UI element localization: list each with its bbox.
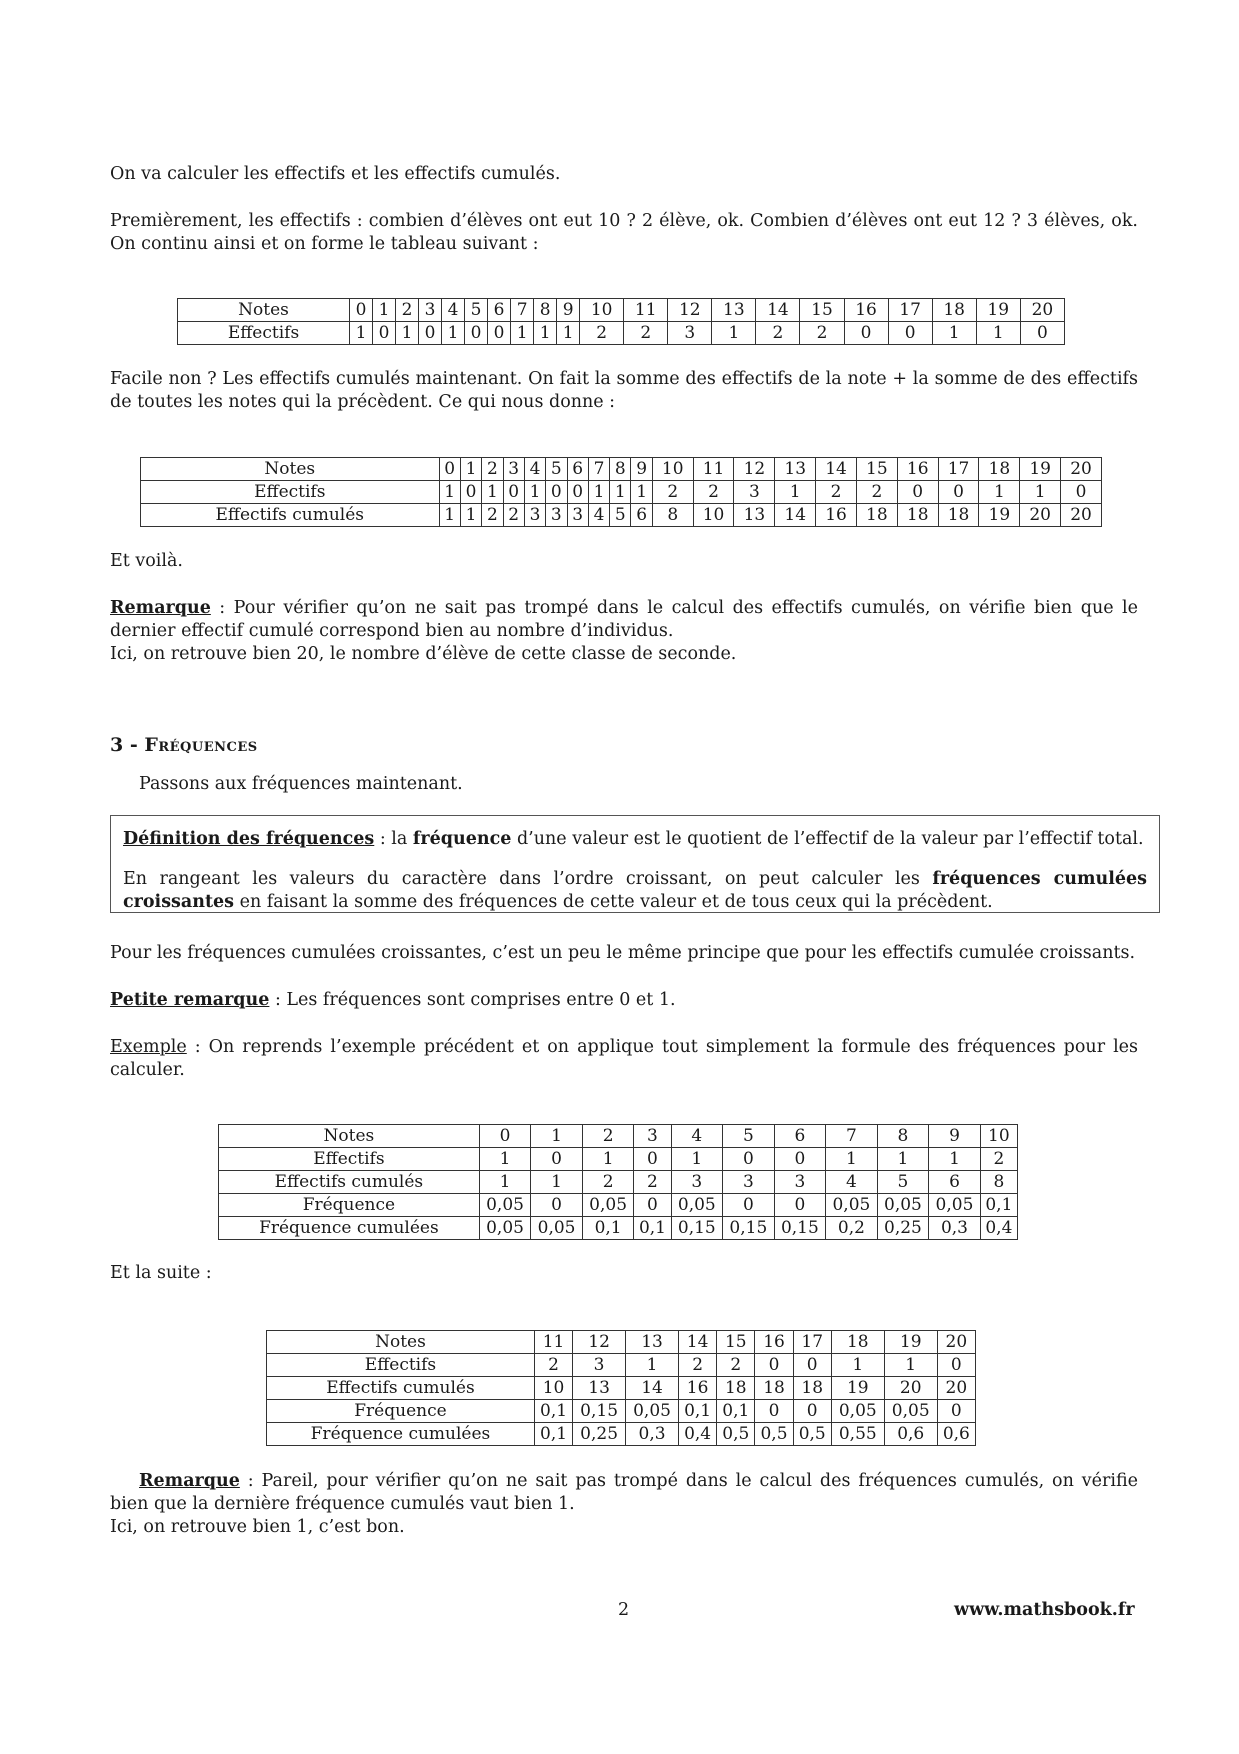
table-cell: 15	[800, 299, 844, 322]
table-cell: 3	[723, 1171, 775, 1194]
table-cell: 0,25	[877, 1217, 929, 1240]
table-cell: 0	[531, 1148, 583, 1171]
row-header-cell: Notes	[219, 1125, 480, 1148]
table-cell: 1	[349, 322, 372, 345]
table-cell: 0,4	[980, 1217, 1017, 1240]
table-cell: 4	[588, 504, 609, 527]
row-header-cell: Fréquence cumulées	[267, 1423, 535, 1446]
table-cell: 10	[652, 458, 693, 481]
table-cell: 6	[774, 1125, 826, 1148]
table-cell: 0	[349, 299, 372, 322]
table-cell: 0	[793, 1354, 831, 1377]
table-cell: 5	[610, 504, 631, 527]
table-cell: 0	[723, 1148, 775, 1171]
table-cell: 4	[524, 458, 545, 481]
table-cell: 19	[1020, 458, 1061, 481]
table-cell: 0	[937, 1354, 975, 1377]
definition-box	[110, 815, 1160, 913]
table-cell: 0,5	[717, 1423, 755, 1446]
table-cell: 13	[626, 1331, 679, 1354]
table-row	[141, 481, 1102, 504]
table-cell: 1	[582, 1148, 634, 1171]
table-row	[219, 1217, 1018, 1240]
table-cell: 1	[557, 322, 580, 345]
table-cell: 1	[826, 1148, 878, 1171]
table-cell: 1	[775, 481, 816, 504]
table-cell: 3	[671, 1171, 723, 1194]
table-cell: 0,25	[573, 1423, 626, 1446]
table-cell: 5	[465, 299, 488, 322]
table-row	[141, 504, 1102, 527]
table-cell: 3	[573, 1354, 626, 1377]
table-cell: 0,05	[479, 1217, 531, 1240]
table-frequences-part2	[266, 1330, 976, 1446]
table-cell: 1	[460, 458, 481, 481]
footer-website[interactable]: www.mathsbook.fr	[954, 1600, 1135, 1620]
table-cell: 18	[717, 1377, 755, 1400]
table-cell: 20	[1020, 299, 1064, 322]
exemple-text: : On reprends l’exemple précédent et on applique tout simplement la formule des fréquences pour les calculer.	[110, 1037, 1138, 1080]
row-header-cell: Effectifs cumulés	[267, 1377, 535, 1400]
table-cell: 1	[479, 1171, 531, 1194]
table-cell: 11	[624, 299, 668, 322]
table-row	[267, 1377, 976, 1400]
table-cell: 19	[976, 299, 1020, 322]
table-row	[219, 1194, 1018, 1217]
table-cell: 0	[937, 1400, 975, 1423]
table-cell: 14	[775, 504, 816, 527]
table-row	[267, 1331, 976, 1354]
table-cell: 18	[932, 299, 976, 322]
table-cell: 0,05	[479, 1194, 531, 1217]
table-cell: 1	[932, 322, 976, 345]
table-row	[178, 322, 1065, 345]
table-cell: 0,2	[826, 1217, 878, 1240]
remarque-1-label: Remarque	[110, 598, 211, 618]
row-header-cell: Fréquence cumulées	[219, 1217, 480, 1240]
row-header-cell: Notes	[267, 1331, 535, 1354]
table-cell: 6	[929, 1171, 981, 1194]
cumulees-croissantes-paragraph: Pour les fréquences cumulées croissantes, c’est un peu le même principe que pour les effectifs cumulée croissants.	[110, 943, 1136, 963]
section-title: Fréquences	[144, 734, 258, 756]
table-cell: 0,1	[980, 1194, 1017, 1217]
table-cell: 0,05	[826, 1194, 878, 1217]
table-cell: 1	[1020, 481, 1061, 504]
exemple-paragraph	[110, 1036, 1138, 1082]
passons-paragraph: Passons aux fréquences maintenant.	[139, 774, 463, 794]
table-cell: 14	[816, 458, 857, 481]
section-number: 3 -	[110, 734, 145, 756]
table-cell: 2	[717, 1354, 755, 1377]
table-cell: 2	[856, 481, 897, 504]
table-cell: 2	[800, 322, 844, 345]
table-cell: 0	[774, 1148, 826, 1171]
table-cell: 1	[712, 322, 756, 345]
table-cell: 11	[693, 458, 734, 481]
table-cell: 18	[793, 1377, 831, 1400]
effectifs-paragraph: Premièrement, les effectifs : combien d’élèves ont eut 10 ? 2 élève, ok. Combien d’élèves ont eut 12 ? 3 élèves, ok. On continu ainsi et on forme le tableau suivant :	[110, 211, 1138, 254]
table-cell: 12	[573, 1331, 626, 1354]
row-header-cell: Effectifs	[267, 1354, 535, 1377]
table-cell: 10	[980, 1125, 1017, 1148]
row-header-cell: Effectifs	[178, 322, 350, 345]
table-cell: 16	[844, 299, 888, 322]
table-cell: 2	[652, 481, 693, 504]
table-cell: 2	[582, 1125, 634, 1148]
table-cell: 0	[488, 322, 511, 345]
table-cell: 5	[877, 1171, 929, 1194]
table-cell: 0	[439, 458, 460, 481]
table-cell: 0,1	[634, 1217, 671, 1240]
table-cell: 0,05	[831, 1400, 884, 1423]
table-cell: 0	[723, 1194, 775, 1217]
row-header-cell: Effectifs cumulés	[219, 1171, 480, 1194]
table-cell: 0	[1061, 481, 1102, 504]
table-cell: 0,05	[582, 1194, 634, 1217]
table-cell: 16	[679, 1377, 717, 1400]
table-cell: 2	[980, 1148, 1017, 1171]
table-cell: 0,5	[793, 1423, 831, 1446]
row-header-cell: Fréquence	[267, 1400, 535, 1423]
table-cell: 15	[717, 1331, 755, 1354]
exemple-label: Exemple	[110, 1037, 187, 1057]
table-cell: 1	[631, 481, 652, 504]
table-cell: 11	[534, 1331, 572, 1354]
table-cell: 1	[979, 481, 1020, 504]
table-cell: 1	[877, 1148, 929, 1171]
et-la-suite-paragraph: Et la suite :	[110, 1263, 212, 1283]
table-cell: 3	[546, 504, 567, 527]
table-cell: 0	[373, 322, 396, 345]
table-cell: 0,05	[877, 1194, 929, 1217]
definition-line-1	[123, 828, 1147, 851]
table-cell: 3	[524, 504, 545, 527]
table-row	[178, 299, 1065, 322]
table-cell: 1	[373, 299, 396, 322]
table-cell: 0	[755, 1354, 793, 1377]
table-cell: 0,1	[534, 1423, 572, 1446]
table-cell: 0	[888, 322, 932, 345]
row-header-cell: Notes	[178, 299, 350, 322]
table-cell: 2	[534, 1354, 572, 1377]
table-cell: 1	[588, 481, 609, 504]
table-cell: 15	[856, 458, 897, 481]
petite-remarque-text: : Les fréquences sont comprises entre 0 et 1.	[269, 990, 676, 1010]
petite-remarque-label: Petite remarque	[110, 990, 270, 1010]
petite-remarque-paragraph	[110, 989, 1138, 1012]
table-cell: 13	[775, 458, 816, 481]
table-cell: 2	[816, 481, 857, 504]
definition-text-a: : la	[374, 829, 413, 849]
remarque-2-paragraph	[110, 1470, 1138, 1539]
table-cell: 0,05	[531, 1217, 583, 1240]
table-cell: 20	[937, 1377, 975, 1400]
table-cell: 10	[580, 299, 624, 322]
page-number: 2	[618, 1600, 630, 1620]
table-row	[219, 1125, 1018, 1148]
table-cell: 3	[634, 1125, 671, 1148]
table-cell: 2	[482, 504, 503, 527]
table-cell: 1	[524, 481, 545, 504]
table-cell: 2	[396, 299, 419, 322]
definition-label: Définition des fréquences	[123, 829, 375, 849]
table-cell: 1	[460, 504, 481, 527]
table-cell: 10	[534, 1377, 572, 1400]
table-cell: 2	[756, 322, 800, 345]
intro-paragraph: On va calculer les effectifs et les effectifs cumulés.	[110, 164, 561, 184]
row-header-cell: Effectifs	[141, 481, 440, 504]
table-cell: 17	[793, 1331, 831, 1354]
table-cell: 0	[1020, 322, 1064, 345]
table-cell: 0,15	[723, 1217, 775, 1240]
table-cell: 6	[567, 458, 588, 481]
table-cell: 2	[634, 1171, 671, 1194]
et-voila-paragraph: Et voilà.	[110, 551, 183, 571]
remarque-1-paragraph	[110, 597, 1138, 666]
table-cell: 1	[482, 481, 503, 504]
table-cell: 13	[734, 504, 775, 527]
table-cell: 0,1	[582, 1217, 634, 1240]
table-cell: 1	[531, 1171, 583, 1194]
table-cell: 7	[511, 299, 534, 322]
table-cell: 8	[652, 504, 693, 527]
table-cell: 1	[511, 322, 534, 345]
table-cell: 6	[488, 299, 511, 322]
table-cell: 8	[877, 1125, 929, 1148]
table-cell: 10	[693, 504, 734, 527]
table-cell: 2	[679, 1354, 717, 1377]
table-cell: 0,05	[884, 1400, 937, 1423]
definition-line-2	[123, 868, 1147, 914]
remarque-2-label: Remarque	[139, 1471, 240, 1491]
table-cell: 0	[567, 481, 588, 504]
table-cell: 20	[937, 1331, 975, 1354]
table-cell: 0,6	[937, 1423, 975, 1446]
table-cell: 0	[503, 481, 524, 504]
table-cell: 0,15	[774, 1217, 826, 1240]
table-effectifs-cumules	[140, 457, 1102, 527]
table-cell: 1	[439, 504, 460, 527]
table-cell: 0	[755, 1400, 793, 1423]
table-cell: 16	[897, 458, 938, 481]
table-cell: 0	[460, 481, 481, 504]
table-cell: 1	[831, 1354, 884, 1377]
table-row	[267, 1354, 976, 1377]
row-header-cell: Effectifs cumulés	[141, 504, 440, 527]
table-cell: 7	[826, 1125, 878, 1148]
table-cell: 0	[546, 481, 567, 504]
table-cell: 19	[831, 1377, 884, 1400]
table-cell: 18	[755, 1377, 793, 1400]
table-cell: 3	[774, 1171, 826, 1194]
table-cell: 0	[634, 1194, 671, 1217]
table-cell: 1	[610, 481, 631, 504]
table-cell: 0,15	[573, 1400, 626, 1423]
table-cell: 2	[482, 458, 503, 481]
table-cell: 1	[396, 322, 419, 345]
table-cell: 0,15	[671, 1217, 723, 1240]
table-cell: 3	[567, 504, 588, 527]
table-cell: 0,5	[755, 1423, 793, 1446]
table-cell: 0,4	[679, 1423, 717, 1446]
table-cell: 0,3	[929, 1217, 981, 1240]
table-cell: 4	[671, 1125, 723, 1148]
table-cell: 1	[531, 1125, 583, 1148]
table-cell: 9	[557, 299, 580, 322]
table-cell: 19	[979, 504, 1020, 527]
row-header-cell: Fréquence	[219, 1194, 480, 1217]
table-row	[267, 1400, 976, 1423]
table-cell: 14	[679, 1331, 717, 1354]
table-cell: 1	[442, 322, 465, 345]
table-cell: 0	[793, 1400, 831, 1423]
table-cell: 16	[816, 504, 857, 527]
table-cell: 2	[503, 504, 524, 527]
table-cell: 19	[884, 1331, 937, 1354]
table-cell: 3	[668, 322, 712, 345]
table-row	[141, 458, 1102, 481]
table-cell: 2	[624, 322, 668, 345]
table-cell: 18	[897, 504, 938, 527]
table-cell: 12	[668, 299, 712, 322]
table-cell: 0	[897, 481, 938, 504]
table-cell: 0	[465, 322, 488, 345]
table-cell: 2	[580, 322, 624, 345]
table-cell: 0,05	[671, 1194, 723, 1217]
table-cell: 0	[844, 322, 888, 345]
table-cell: 18	[856, 504, 897, 527]
cumules-paragraph: Facile non ? Les effectifs cumulés maintenant. On fait la somme des effectifs de la note + la somme de des effectifs de toutes les notes qui la précèdent. Ce qui nous donne :	[110, 369, 1138, 412]
table-cell: 4	[826, 1171, 878, 1194]
remarque-2-line2: Ici, on retrouve bien 1, c’est bon.	[110, 1517, 405, 1537]
table-row	[219, 1171, 1018, 1194]
table-cell: 18	[938, 504, 979, 527]
table-cell: 0	[419, 322, 442, 345]
table-cell: 1	[976, 322, 1020, 345]
table-cell: 12	[734, 458, 775, 481]
table-cell: 8	[534, 299, 557, 322]
table-cell: 2	[693, 481, 734, 504]
table-cell: 5	[546, 458, 567, 481]
table-cell: 13	[573, 1377, 626, 1400]
remarque-1-text: : Pour vérifier qu’on ne sait pas trompé dans le calcul des effectifs cumulés, on vérifie bien que le dernier effectif cumulé correspond bien au nombre d’individus.	[110, 598, 1138, 641]
row-header-cell: Notes	[141, 458, 440, 481]
table-cell: 18	[979, 458, 1020, 481]
table-cell: 3	[503, 458, 524, 481]
table-cell: 0,1	[534, 1400, 572, 1423]
section-heading	[110, 734, 258, 756]
remarque-2-text: : Pareil, pour vérifier qu’on ne sait pas trompé dans le calcul des fréquences cumulés, on vérifie bien que la dernière fréquence cumulés vaut bien 1.	[110, 1471, 1138, 1514]
table-row	[219, 1148, 1018, 1171]
table-cell: 1	[439, 481, 460, 504]
definition-text-b: d’une valeur est le quotient de l’effectif de la valeur par l’effectif total.	[511, 829, 1144, 849]
table-cell: 16	[755, 1331, 793, 1354]
table-cell: 8	[980, 1171, 1017, 1194]
table-cell: 8	[610, 458, 631, 481]
table-cell: 6	[631, 504, 652, 527]
table-cell: 9	[929, 1125, 981, 1148]
table-cell: 18	[831, 1331, 884, 1354]
table-cell: 1	[884, 1354, 937, 1377]
table-cell: 0,1	[679, 1400, 717, 1423]
table-effectifs	[177, 298, 1065, 345]
table-cell: 1	[626, 1354, 679, 1377]
table-cell: 5	[723, 1125, 775, 1148]
table-cell: 14	[756, 299, 800, 322]
table-cell: 13	[712, 299, 756, 322]
table-cell: 1	[671, 1148, 723, 1171]
table-cell: 1	[534, 322, 557, 345]
definition-keyword: fréquence	[412, 829, 512, 849]
table-cell: 0,1	[717, 1400, 755, 1423]
table-cell: 0	[634, 1148, 671, 1171]
row-header-cell: Effectifs	[219, 1148, 480, 1171]
table-cell: 0	[774, 1194, 826, 1217]
table-cell: 20	[1020, 504, 1061, 527]
table-cell: 14	[626, 1377, 679, 1400]
table-cell: 0	[531, 1194, 583, 1217]
table-cell: 0,6	[884, 1423, 937, 1446]
definition2-text-b: en faisant la somme des fréquences de cette valeur et de tous ceux qui la précèdent.	[234, 892, 993, 912]
table-cell: 7	[588, 458, 609, 481]
definition2-keyword: fréquences cumulées croissantes	[123, 869, 1147, 912]
table-cell: 0,3	[626, 1423, 679, 1446]
table-cell: 9	[631, 458, 652, 481]
table-cell: 20	[884, 1377, 937, 1400]
table-cell: 1	[929, 1148, 981, 1171]
table-cell: 0,05	[929, 1194, 981, 1217]
remarque-1-line2: Ici, on retrouve bien 20, le nombre d’élève de cette classe de seconde.	[110, 644, 737, 664]
table-cell: 0,05	[626, 1400, 679, 1423]
table-cell: 0	[479, 1125, 531, 1148]
table-cell: 3	[734, 481, 775, 504]
table-cell: 4	[442, 299, 465, 322]
table-cell: 17	[938, 458, 979, 481]
table-cell: 17	[888, 299, 932, 322]
table-row	[267, 1423, 976, 1446]
table-frequences-part1	[218, 1124, 1018, 1240]
table-cell: 20	[1061, 504, 1102, 527]
table-cell: 2	[582, 1171, 634, 1194]
table-cell: 3	[419, 299, 442, 322]
table-cell: 20	[1061, 458, 1102, 481]
definition2-text-a: En rangeant les valeurs du caractère dans l’ordre croissant, on peut calculer les	[123, 869, 933, 889]
table-cell: 1	[479, 1148, 531, 1171]
table-cell: 0,55	[831, 1423, 884, 1446]
table-cell: 0	[938, 481, 979, 504]
